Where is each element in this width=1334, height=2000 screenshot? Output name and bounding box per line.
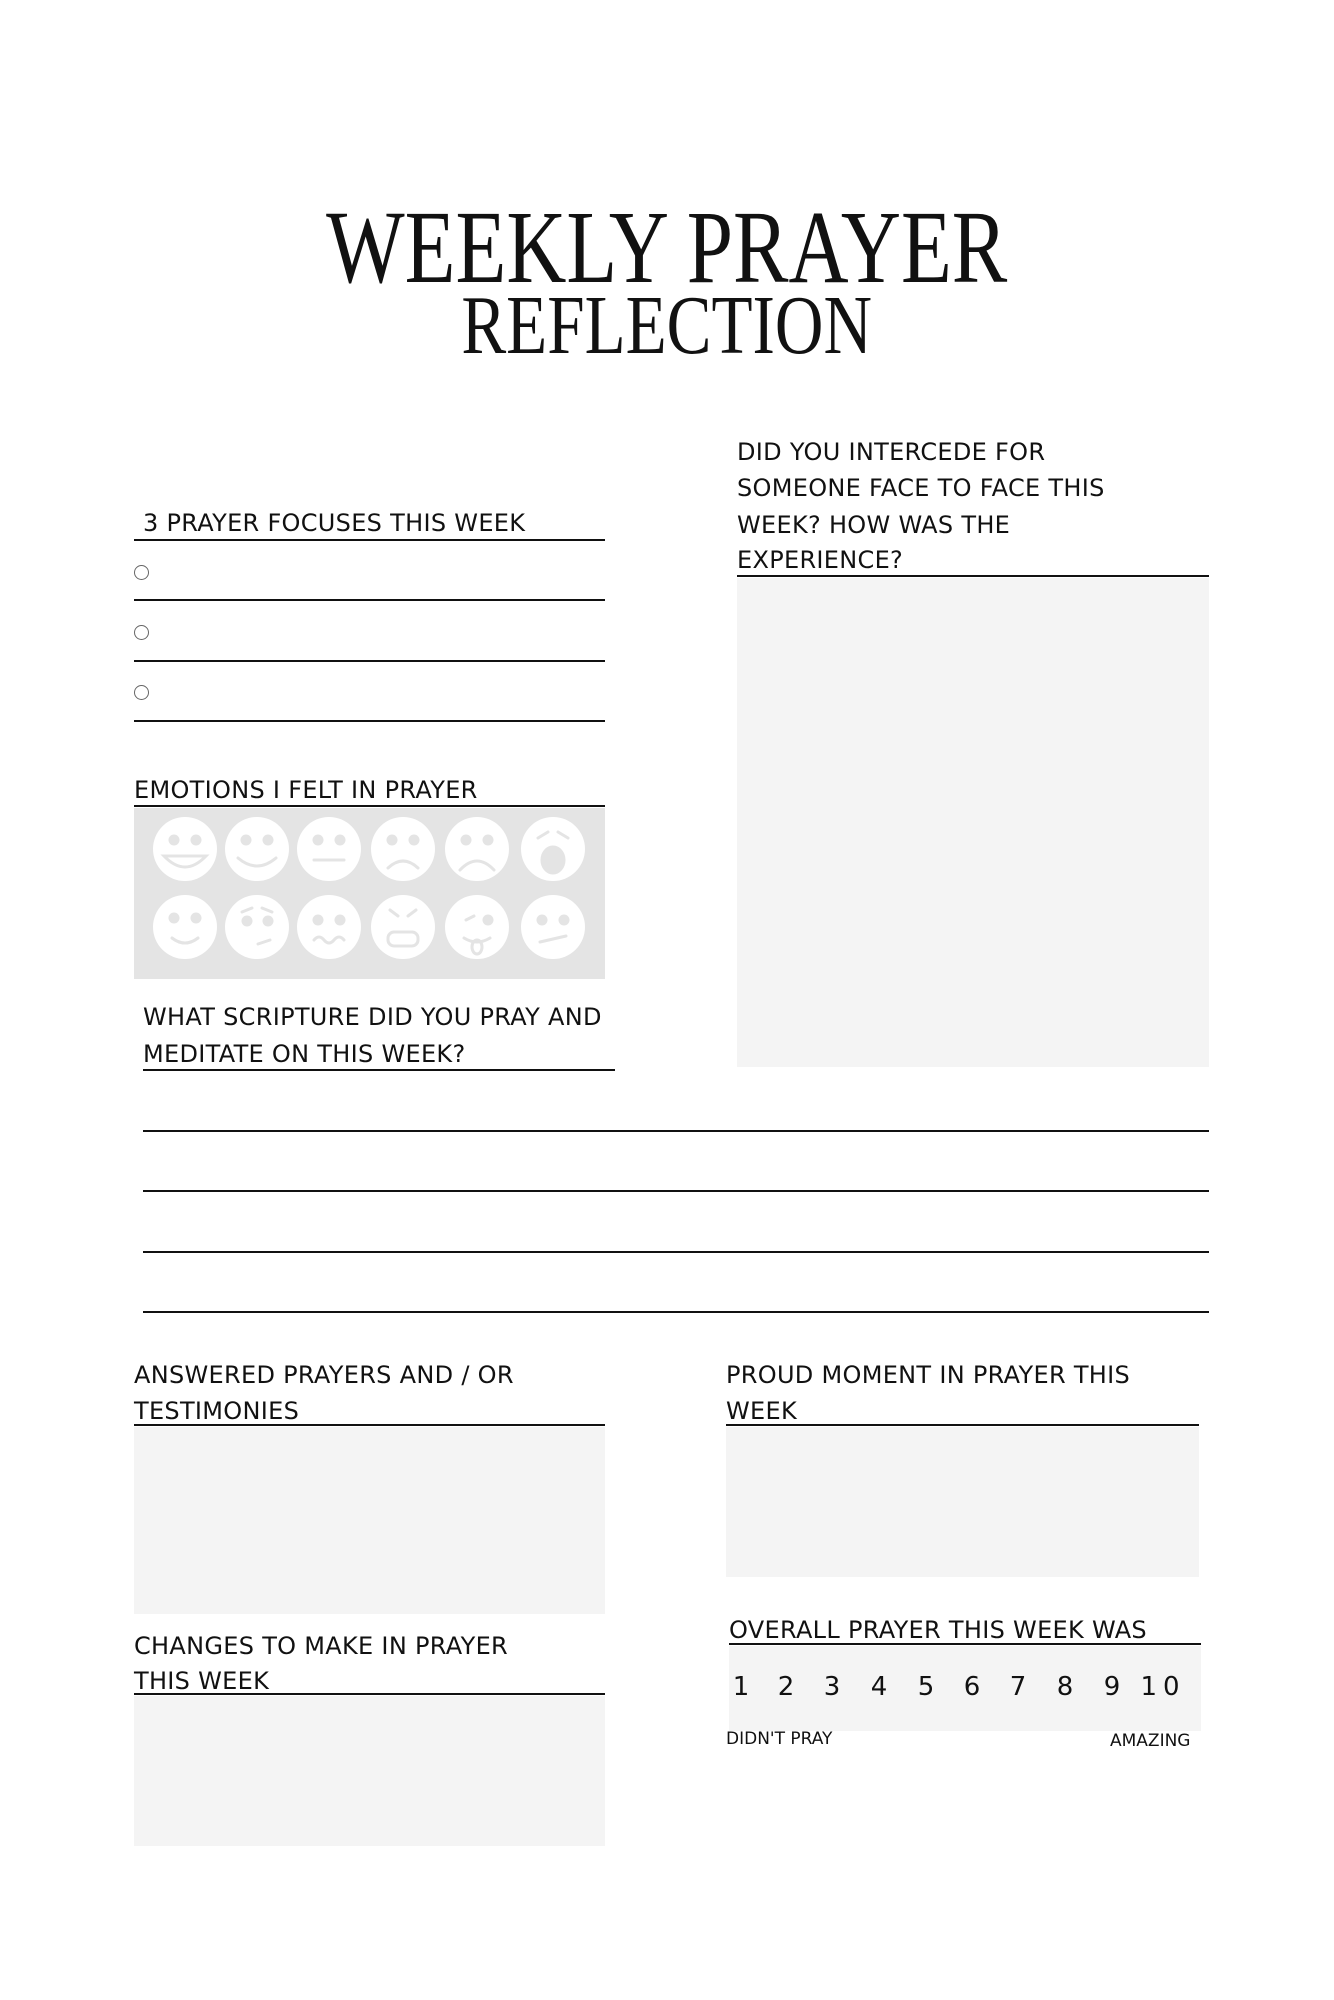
face-unimpressed-icon[interactable] <box>521 895 585 959</box>
divider <box>143 1069 615 1071</box>
focuses-label: 3 PRAYER FOCUSES THIS WEEK <box>143 509 526 537</box>
focus-line-2[interactable] <box>134 660 605 662</box>
checkbox-circle[interactable] <box>134 685 149 700</box>
rating-2[interactable]: 2 <box>777 1672 795 1702</box>
answered-label-line2: TESTIMONIES <box>134 1397 300 1425</box>
rating-5[interactable]: 5 <box>917 1672 935 1702</box>
scripture-line-1[interactable] <box>143 1130 1209 1132</box>
title-line1: WEEKLY PRAYER <box>326 190 1008 305</box>
divider <box>134 1424 605 1426</box>
rating-8[interactable]: 8 <box>1056 1672 1074 1702</box>
rating-9[interactable]: 9 <box>1103 1672 1121 1702</box>
face-grinning-icon[interactable] <box>153 817 217 881</box>
face-queasy-icon[interactable] <box>297 895 361 959</box>
changes-label-line2: THIS WEEK <box>134 1667 270 1695</box>
proud-answer-box[interactable] <box>726 1427 1199 1577</box>
divider <box>729 1643 1201 1645</box>
scripture-line-4[interactable] <box>143 1311 1209 1313</box>
proud-label-line1: PROUD MOMENT IN PRAYER THIS <box>726 1361 1131 1389</box>
intercede-label-line1: DID YOU INTERCEDE FOR <box>737 438 1046 466</box>
scripture-line-3[interactable] <box>143 1251 1209 1253</box>
face-skeptical-icon[interactable] <box>225 895 289 959</box>
proud-label-line2: WEEK <box>726 1397 797 1425</box>
checkbox-circle[interactable] <box>134 625 149 640</box>
face-in-love-icon[interactable] <box>153 895 217 959</box>
intercede-label-line2: SOMEONE FACE TO FACE THIS <box>737 474 1105 502</box>
emotion-faces-grid <box>134 808 605 979</box>
divider <box>134 805 605 807</box>
divider <box>134 1693 605 1695</box>
intercede-answer-box[interactable] <box>737 578 1209 1067</box>
changes-answer-box[interactable] <box>134 1696 605 1846</box>
scale-low-label: DIDN'T PRAY <box>726 1729 833 1749</box>
checkbox-circle[interactable] <box>134 565 149 580</box>
divider <box>726 1424 1199 1426</box>
focus-line-1[interactable] <box>134 599 605 601</box>
face-smiling-icon[interactable] <box>225 817 289 881</box>
scripture-label-line2: MEDITATE ON THIS WEEK? <box>143 1040 466 1068</box>
intercede-label-line4: EXPERIENCE? <box>737 546 904 574</box>
rating-6[interactable]: 6 <box>963 1672 981 1702</box>
focus-line-3[interactable] <box>134 720 605 722</box>
divider <box>134 539 605 541</box>
intercede-label-line3: WEEK? HOW WAS THE <box>737 511 1011 539</box>
rating-1[interactable]: 1 <box>732 1672 750 1702</box>
face-sad-icon[interactable] <box>445 817 509 881</box>
divider <box>737 575 1209 577</box>
face-neutral-icon[interactable] <box>297 817 361 881</box>
scripture-line-2[interactable] <box>143 1190 1209 1192</box>
emotions-label: EMOTIONS I FELT IN PRAYER <box>134 776 478 804</box>
overall-label: OVERALL PRAYER THIS WEEK WAS <box>729 1616 1147 1644</box>
face-crying-icon[interactable] <box>371 817 435 881</box>
title-line2: REFLECTION <box>461 279 873 372</box>
scale-high-label: AMAZING <box>1110 1731 1191 1751</box>
answered-answer-box[interactable] <box>134 1427 605 1614</box>
rating-7[interactable]: 7 <box>1009 1672 1027 1702</box>
face-tongue-out-icon[interactable] <box>445 895 509 959</box>
answered-label-line1: ANSWERED PRAYERS AND / OR <box>134 1361 514 1389</box>
face-angry-icon[interactable] <box>371 895 435 959</box>
rating-10[interactable]: 10 <box>1140 1672 1186 1702</box>
changes-label-line1: CHANGES TO MAKE IN PRAYER <box>134 1632 509 1660</box>
rating-4[interactable]: 4 <box>870 1672 888 1702</box>
scripture-label-line1: WHAT SCRIPTURE DID YOU PRAY AND <box>143 1003 602 1031</box>
rating-3[interactable]: 3 <box>823 1672 841 1702</box>
